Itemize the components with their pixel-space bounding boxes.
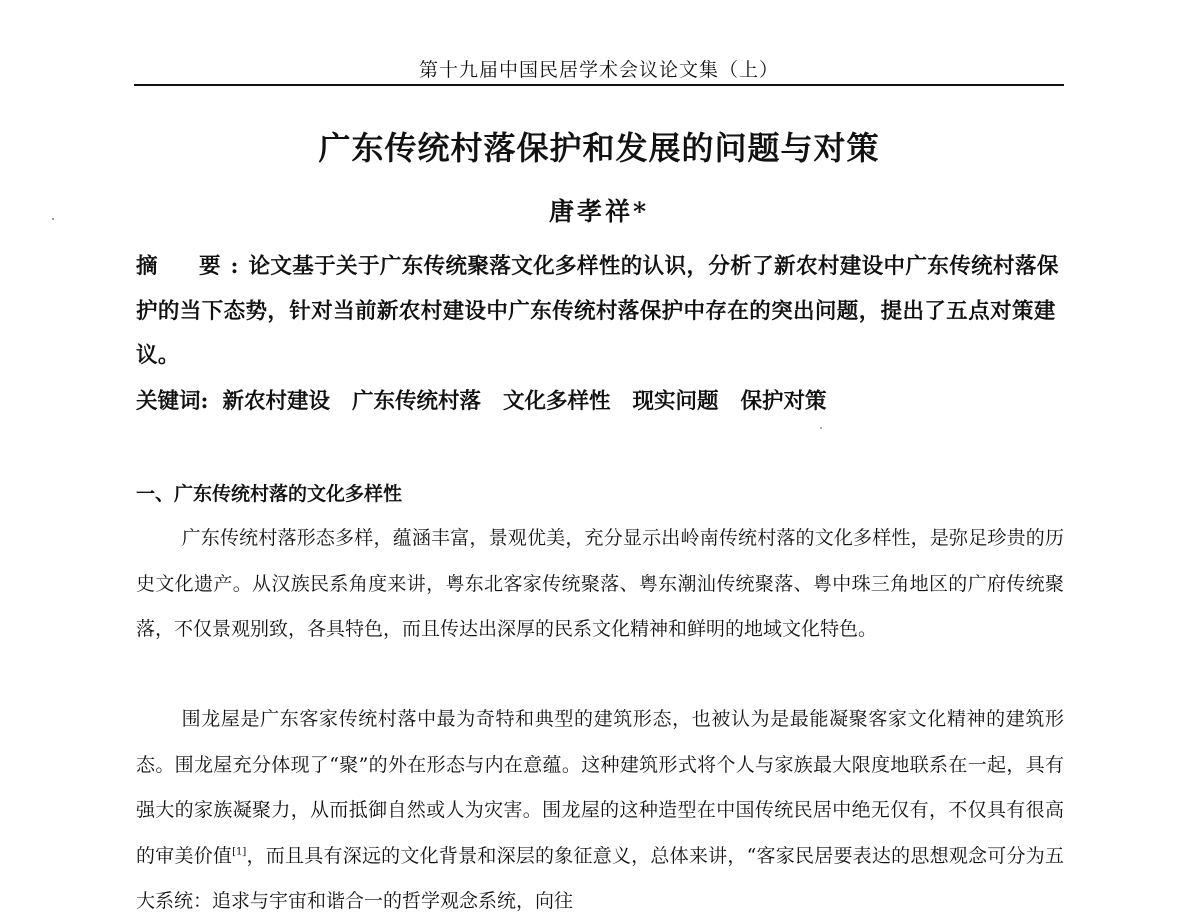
author-name: 唐孝祥* bbox=[548, 197, 650, 226]
keyword: 新农村建设 bbox=[222, 389, 330, 414]
abstract-text: 论文基于关于广东传统聚落文化多样性的认识，分析了新农村建设中广东传统村落保护的当下态势，针对当前新农村建设中广东传统村落保护中存在的突出问题，提出了五点对策建议。 bbox=[136, 254, 1059, 368]
section-heading: 一、广东传统村落的文化多样性 bbox=[136, 483, 403, 505]
scan-speck bbox=[52, 218, 54, 220]
keyword: 现实问题 bbox=[632, 389, 719, 414]
abstract bbox=[136, 245, 1066, 379]
paragraph-text: 围龙屋是广东客家传统村落中最为奇特和典型的建筑形态，也被认为是最能凝聚客家文化精神的建筑形态。围龙屋充分体现了“聚”的外在形态与内在意蕴。这种建筑形式将个人与家族最大限度地联系在一起，具有强大的家族凝聚力，从而抵御自然或人为灾害。围龙屋的这种造型在中国传统民居中绝无仅有，不仅具有很高的审美价值 bbox=[136, 708, 1064, 867]
paragraph-text: ，而且具有深远的文化背景和深层的象征意义，总体来讲，“客家民居要表达的思想观念可分为五大系统：追求与宇宙和谐合一的哲学观念系统，向往 bbox=[136, 844, 1064, 912]
abstract-label: 摘 要: bbox=[136, 254, 249, 279]
header-rule bbox=[134, 84, 1064, 86]
citation-marker[interactable]: [1] bbox=[232, 846, 247, 858]
paper-title: 广东传统村落保护和发展的问题与对策 bbox=[318, 129, 880, 167]
keywords bbox=[136, 380, 1066, 424]
running-header: 第十九届中国民居学术会议论文集（上） bbox=[418, 59, 779, 81]
scan-speck bbox=[820, 427, 822, 429]
keyword: 保护对策 bbox=[740, 389, 827, 414]
body-paragraph: 广东传统村落形态多样，蕴涵丰富，景观优美，充分显示出岭南传统村落的文化多样性，是弥足珍贵的历史文化遗产。从汉族民系角度来讲，粤东北客家传统聚落、粤东潮汕传统聚落、粤中珠三角地区的广府传统聚落，不仅景观别致，各具特色，而且传达出深厚的民系文化精神和鲜明的地域文化特色。 bbox=[136, 527, 1064, 640]
keyword: 文化多样性 bbox=[502, 389, 611, 414]
keywords-label: 关键词: bbox=[136, 389, 209, 414]
body-paragraph bbox=[136, 697, 1064, 913]
keyword: 广东传统村落 bbox=[351, 389, 481, 414]
